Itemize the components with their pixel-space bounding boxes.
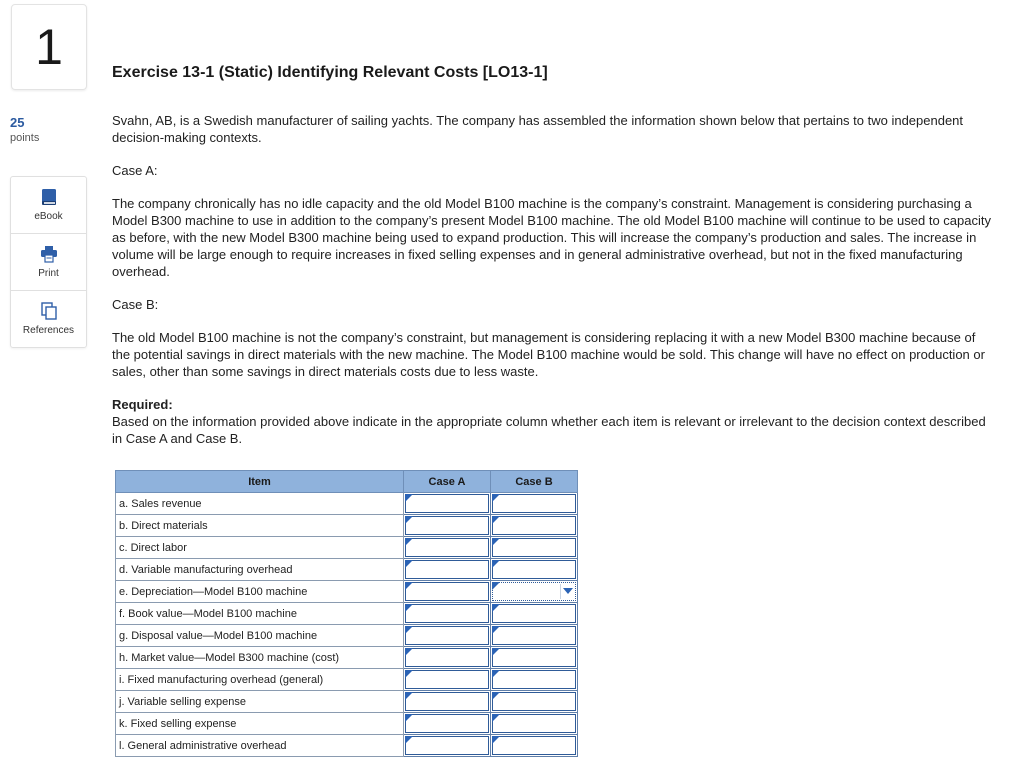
unanswered-flag-icon [492, 560, 500, 568]
case-a-heading: Case A: [112, 163, 158, 178]
ebook-label: eBook [34, 211, 63, 222]
case-a-text: The company chronically has no idle capacity and the old Model B100 machine is the company’s constraint. Management is considering purchasing a Model B300 machine to use in addition to the company’s present Model B100 machine. The old Model B100 machine will continue to be used to capacity as before, with the new Model B300 machine being used to expand production. This will increase the company’s production and sales. The increase in volume will be large enough to require increases in fixed selling expenses and in general administrative overhead, but not in the fixed manufacturing overhead. [112, 196, 991, 279]
select-box[interactable] [492, 692, 576, 711]
references-button[interactable] [11, 291, 86, 347]
tool-panel [10, 176, 87, 348]
table-header-row [116, 471, 578, 493]
select-box[interactable] [405, 648, 489, 667]
select-box[interactable] [405, 560, 489, 579]
ebook-button[interactable] [11, 177, 86, 234]
select-box[interactable] [492, 604, 576, 623]
select-box[interactable] [405, 516, 489, 535]
unanswered-flag-icon [405, 516, 413, 524]
case-b-select[interactable] [491, 559, 578, 581]
table-row [116, 515, 578, 537]
case-a-select[interactable] [404, 735, 491, 757]
unanswered-flag-icon [405, 582, 413, 590]
unanswered-flag-icon [492, 626, 500, 634]
unanswered-flag-icon [405, 648, 413, 656]
item-label: g. Disposal value—Model B100 machine [116, 625, 404, 647]
case-b-select[interactable] [491, 515, 578, 537]
case-b-select[interactable] [491, 669, 578, 691]
case-a-select[interactable] [404, 647, 491, 669]
item-label: b. Direct materials [116, 515, 404, 537]
case-a-select[interactable] [404, 559, 491, 581]
chevron-down-icon[interactable] [563, 588, 573, 594]
table-row [116, 647, 578, 669]
item-label: c. Direct labor [116, 537, 404, 559]
unanswered-flag-icon [492, 714, 500, 722]
unanswered-flag-icon [492, 516, 500, 524]
select-box[interactable] [405, 494, 489, 513]
unanswered-flag-icon [492, 692, 500, 700]
case-b-select[interactable] [491, 581, 578, 603]
unanswered-flag-icon [405, 538, 413, 546]
case-b-select[interactable] [491, 493, 578, 515]
table-row [116, 625, 578, 647]
unanswered-flag-icon [405, 494, 413, 502]
case-a-select[interactable] [404, 515, 491, 537]
select-box[interactable] [492, 538, 576, 557]
book-icon [40, 188, 58, 206]
case-a-select[interactable] [404, 625, 491, 647]
unanswered-flag-icon [405, 626, 413, 634]
unanswered-flag-icon [405, 670, 413, 678]
table-row [116, 713, 578, 735]
question-number: 1 [11, 4, 87, 90]
points-value: 25 [10, 115, 25, 130]
table-row [116, 493, 578, 515]
case-b-text: The old Model B100 machine is not the company’s constraint, but management is considering replacing it with a new Model B300 machine because of the potential savings in direct materials with the new machine. The Model B100 machine would be sold. This change will have no effect on production or sales, other than some savings in direct materials costs due to less waste. [112, 330, 985, 379]
intro-text: Svahn, AB, is a Swedish manufacturer of sailing yachts. The company has assembled the information shown below that pertains to two independent decision-making contexts. [112, 113, 964, 145]
print-label: Print [38, 268, 59, 279]
select-box[interactable] [492, 670, 576, 689]
select-box[interactable] [492, 714, 576, 733]
case-a-select[interactable] [404, 713, 491, 735]
unanswered-flag-icon [492, 736, 500, 744]
case-b-select[interactable] [491, 735, 578, 757]
select-box[interactable] [405, 538, 489, 557]
select-box[interactable] [492, 516, 576, 535]
select-box[interactable] [405, 582, 489, 601]
item-label: h. Market value—Model B300 machine (cost) [116, 647, 404, 669]
case-b-select[interactable] [491, 537, 578, 559]
case-b-header: Case B [491, 471, 578, 493]
case-a-select[interactable] [404, 603, 491, 625]
item-label: e. Depreciation—Model B100 machine [116, 581, 404, 603]
unanswered-flag-icon [492, 494, 500, 502]
case-a-select[interactable] [404, 669, 491, 691]
item-label: a. Sales revenue [116, 493, 404, 515]
table-row [116, 559, 578, 581]
points-block [10, 115, 39, 144]
select-box[interactable] [405, 604, 489, 623]
unanswered-flag-icon [405, 560, 413, 568]
required-heading: Required: [112, 397, 173, 412]
table-row [116, 691, 578, 713]
case-a-select[interactable] [404, 691, 491, 713]
case-b-heading: Case B: [112, 297, 159, 312]
table-row [116, 603, 578, 625]
references-label: References [22, 325, 75, 336]
unanswered-flag-icon [492, 538, 500, 546]
case-a-select[interactable] [404, 493, 491, 515]
select-box[interactable] [492, 648, 576, 667]
unanswered-flag-icon [405, 736, 413, 744]
item-label: f. Book value—Model B100 machine [116, 603, 404, 625]
required-section [112, 396, 992, 447]
unanswered-flag-icon [492, 648, 500, 656]
print-button[interactable] [11, 234, 86, 291]
select-box[interactable] [492, 560, 576, 579]
table-row [116, 735, 578, 757]
item-label: l. General administrative overhead [116, 735, 404, 757]
select-box[interactable] [405, 736, 489, 755]
unanswered-flag-icon [492, 604, 500, 612]
table-row [116, 581, 578, 603]
unanswered-flag-icon [492, 670, 500, 678]
item-label: k. Fixed selling expense [116, 713, 404, 735]
case-b-select[interactable] [491, 691, 578, 713]
select-box[interactable] [492, 494, 576, 513]
case-a-select[interactable] [404, 581, 491, 603]
problem-content [112, 112, 992, 447]
print-icon [40, 245, 58, 263]
select-box[interactable] [492, 736, 576, 755]
item-label: j. Variable selling expense [116, 691, 404, 713]
answer-table [115, 470, 578, 757]
select-box[interactable] [492, 626, 576, 645]
select-box[interactable] [405, 714, 489, 733]
table-row [116, 669, 578, 691]
case-b-select[interactable] [491, 625, 578, 647]
case-a-select[interactable] [404, 537, 491, 559]
case-b-select[interactable] [491, 603, 578, 625]
unanswered-flag-icon [492, 582, 500, 590]
points-label: points [10, 132, 40, 144]
case-a-header: Case A [404, 471, 491, 493]
unanswered-flag-icon [405, 604, 413, 612]
dropdown-separator [560, 584, 561, 599]
table-row [116, 537, 578, 559]
case-b-select[interactable] [491, 713, 578, 735]
select-box[interactable] [405, 626, 489, 645]
exercise-title: Exercise 13-1 (Static) Identifying Relevant Costs [LO13-1] [112, 64, 548, 81]
item-header: Item [116, 471, 404, 493]
select-box[interactable] [405, 670, 489, 689]
select-box[interactable] [405, 692, 489, 711]
item-label: i. Fixed manufacturing overhead (general) [116, 669, 404, 691]
item-label: d. Variable manufacturing overhead [116, 559, 404, 581]
required-text: Based on the information provided above indicate in the appropriate column whether each item is relevant or irrelevant to the decision context described in Case A and Case B. [112, 414, 986, 446]
references-icon [40, 302, 58, 320]
unanswered-flag-icon [405, 692, 413, 700]
case-b-select[interactable] [491, 647, 578, 669]
unanswered-flag-icon [405, 714, 413, 722]
